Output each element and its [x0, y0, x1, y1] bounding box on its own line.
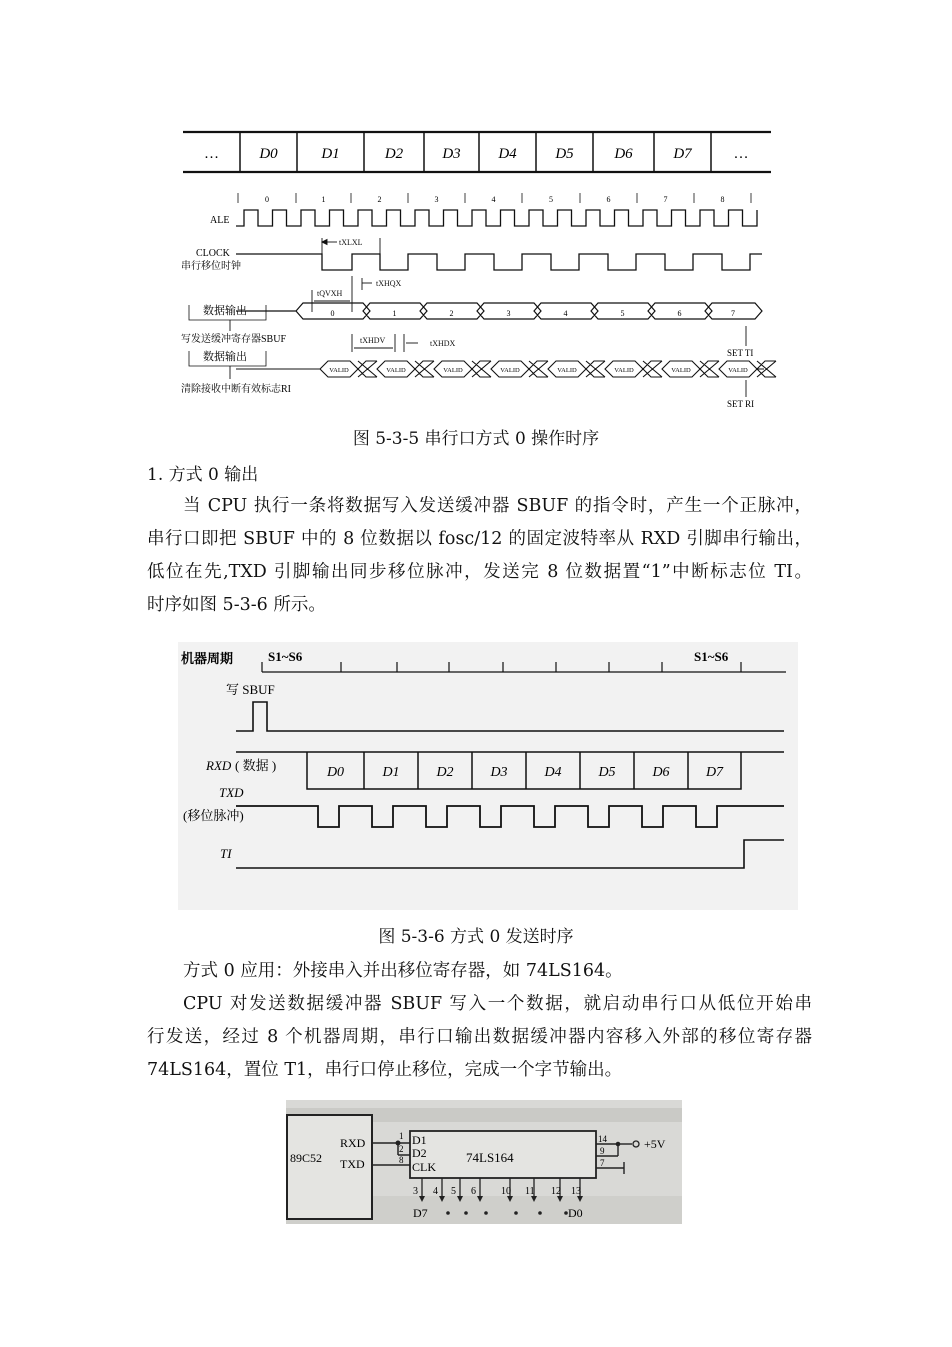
fig3-pin-14: 14	[598, 1134, 607, 1144]
fig1-data-cell: D2	[384, 146, 404, 162]
fig1-data-out-label2: 数据输出	[203, 351, 247, 363]
fig2-rxd-sub: ( 数据 )	[235, 758, 277, 773]
para3-line-2: 行发送，经过 8 个机器周期，串行口输出数据缓冲器内容移入外部的移位寄存器	[147, 1027, 812, 1047]
fig1-tx-bit-label: 7	[731, 309, 735, 318]
fig1-clock-waveform	[236, 254, 762, 270]
fig1-data-cell: D3	[442, 146, 461, 162]
section-heading-mode0: 1. 方式 0 输出	[147, 465, 259, 485]
fig1-clock-sub-label: 串行移位时钟	[181, 261, 241, 272]
fig1-cycle-number: 8	[720, 195, 725, 204]
fig2-rxd-cell: D2	[436, 765, 454, 780]
fig1-data-cell: D7	[673, 146, 692, 162]
fig1-tx-bit-label: 6	[677, 309, 682, 318]
fig1-ale-waveform	[236, 210, 757, 226]
figure-74ls164-circuit	[286, 1100, 682, 1224]
fig3-d7-label: D7	[413, 1206, 428, 1220]
fig1-tqvxh-text: tQVXH	[317, 289, 343, 298]
fig2-caption: 图 5-3-6 方式 0 发送时序	[378, 927, 574, 947]
fig1-tx-bit-label: 2	[449, 309, 454, 318]
fig1-tx-bit-label: 5	[620, 309, 625, 318]
fig2-rxd-cell: D1	[382, 765, 400, 780]
fig1-cycle-number: 1	[321, 195, 326, 204]
fig1-tx-bit-label: 3	[506, 309, 511, 318]
fig1-set-ri: SET RI	[727, 399, 755, 409]
fig1-data-cells	[204, 132, 749, 172]
fig3-output-pin-number: 5	[451, 1186, 456, 1197]
fig1-tx-bit-labels	[331, 309, 736, 318]
fig1-data-cell: D0	[259, 146, 278, 162]
fig3-output-dot	[514, 1211, 518, 1215]
fig1-valid-label: VALID	[443, 367, 463, 374]
fig1-valid-label: VALID	[386, 367, 406, 374]
fig2-rxd-cell: D4	[544, 765, 562, 780]
fig1-tx-data-waveform	[236, 303, 762, 319]
fig3-output-dot	[446, 1211, 450, 1215]
fig1-valid-label: VALID	[614, 367, 634, 374]
fig3-pin-1: 1	[399, 1131, 404, 1141]
fig3-pin-7: 7	[600, 1158, 605, 1168]
fig1-data-out-label: 数据输出	[203, 305, 247, 317]
fig1-data-cell: D1	[321, 146, 340, 162]
fig1-valid-label: VALID	[557, 367, 577, 374]
fig1-cycle-number: 4	[491, 195, 496, 204]
fig1-cycle-numbers	[238, 193, 751, 204]
para3-line-3: 74LS164，置位 T1，串行口停止移位，完成一个字节输出。	[147, 1060, 623, 1080]
fig3-output-pin-number: 12	[551, 1186, 561, 1197]
fig1-txlxl-text: tXLXL	[339, 238, 363, 247]
para1-line-4: 时序如图 5-3-6 所示。	[147, 595, 326, 615]
fig1-tx-bit-label: 0	[330, 309, 335, 318]
fig2-rxd-cell: D7	[705, 765, 724, 780]
fig3-pin-2: 2	[399, 1144, 404, 1154]
para1-line-3: 低位在先,TXD 引脚输出同步移位脉冲，发送完 8 位数据置“1”中断标志位 TI。	[147, 562, 812, 582]
fig3-output-dot	[484, 1211, 488, 1215]
fig2-rxd-label: RXD	[206, 758, 232, 773]
fig3-d2-label: D2	[412, 1146, 427, 1160]
fig2-ti-label: TI	[220, 846, 232, 861]
fig1-cycle-number: 3	[434, 195, 439, 204]
fig1-timing-tXHDV	[352, 334, 456, 352]
fig3-mcu-label: 89C52	[290, 1151, 323, 1165]
fig1-cycle-number: 5	[549, 195, 553, 204]
section2-paragraphs	[147, 955, 812, 1087]
fig1-ale-label: ALE	[210, 215, 230, 226]
fig2-rxd-cell: D0	[326, 765, 345, 780]
fig2-rxd-cell: D3	[490, 765, 508, 780]
fig3-d0-label: D0	[568, 1206, 583, 1220]
fig1-data-cell: D5	[555, 146, 574, 162]
fig3-pin-8: 8	[399, 1155, 404, 1165]
fig1-set-ti: SET TI	[727, 348, 754, 358]
para1-line-2: 串行口即把 SBUF 中的 8 位数据以 fosc/12 的固定波特率从 RXD 引脚串行输出，	[147, 529, 812, 549]
fig3-txd-label: TXD	[340, 1157, 365, 1171]
fig3-rxd-label: RXD	[340, 1136, 366, 1150]
fig3-output-pin-number: 6	[471, 1186, 476, 1197]
fig3-power-junction	[616, 1142, 621, 1147]
fig2-machine-cycle-label: 机器周期	[181, 651, 234, 666]
fig1-clear-ri-label: 清除接收中断有效标志RI	[181, 384, 291, 395]
figure-5-3-6	[0, 640, 952, 915]
fig1-valid-label: VALID	[329, 367, 349, 374]
fig2-txd-label: TXD	[219, 785, 244, 800]
fig1-valid-label: VALID	[728, 367, 748, 374]
fig1-clock-label: CLOCK	[196, 248, 230, 259]
fig1-data-cell: D4	[498, 146, 517, 162]
fig3-output-pin-number: 4	[433, 1186, 438, 1197]
fig1-txhdx-text: tXHDX	[430, 339, 456, 348]
fig1-valid-label: VALID	[500, 367, 520, 374]
fig1-timing-tXLXL	[322, 238, 380, 254]
fig1-cycle-number: 0	[265, 195, 269, 204]
fig3-vcc-label: +5V	[644, 1137, 666, 1151]
fig3-pin-9: 9	[600, 1146, 605, 1156]
fig1-data-cell: …	[733, 146, 749, 162]
fig3-output-pin-number: 13	[571, 1186, 581, 1197]
para1-line-1: 当 CPU 执行一条将数据写入发送缓冲器 SBUF 的指令时，产生一个正脉冲，	[183, 496, 812, 516]
fig2-txd-sub: (移位脉冲)	[183, 808, 244, 823]
fig3-d1-label: D1	[412, 1133, 427, 1147]
fig1-data-cell: …	[204, 146, 219, 162]
fig3-output-pin-number: 3	[413, 1186, 418, 1197]
fig3-output-dot	[538, 1211, 542, 1215]
fig1-cycle-number: 2	[377, 195, 382, 204]
fig2-s1s6-left: S1~S6	[268, 649, 303, 664]
fig1-cycle-number: 7	[663, 195, 668, 204]
section1-paragraph	[147, 490, 812, 622]
fig2-rxd-cell: D5	[598, 765, 616, 780]
fig1-tx-bit-label: 1	[392, 309, 397, 318]
fig3-clk-label: CLK	[412, 1160, 436, 1174]
fig3-chip-label: 74LS164	[466, 1150, 514, 1165]
fig1-valid-label: VALID	[671, 367, 691, 374]
fig1-rx-valid-labels	[329, 367, 748, 374]
fig1-write-sbuf-label: 写发送缓冲寄存器SBUF	[181, 334, 287, 345]
para2-line-1: 方式 0 应用：外接串入并出移位寄存器，如 74LS164。	[183, 961, 623, 981]
fig1-timing-tXHQX	[352, 276, 402, 290]
fig1-cycle-number: 6	[606, 195, 611, 204]
fig3-output-pin-number: 10	[501, 1186, 511, 1197]
fig3-output-pin-number: 11	[525, 1186, 535, 1197]
para3-line-1: CPU 对发送数据缓冲器 SBUF 写入一个数据，就启动串行口从低位开始串	[183, 994, 812, 1014]
fig1-tx-bit-label: 4	[563, 309, 568, 318]
fig2-s1s6-right: S1~S6	[694, 649, 729, 664]
fig1-txhdv-text: tXHDV	[360, 336, 386, 345]
fig2-rxd-cell: D6	[652, 765, 670, 780]
fig2-write-sbuf-label: 写 SBUF	[226, 682, 275, 697]
fig3-output-dot	[464, 1211, 468, 1215]
fig1-data-cell: D6	[614, 146, 633, 162]
figure-5-3-5	[0, 0, 952, 420]
fig1-caption: 图 5-3-5 串行口方式 0 操作时序	[352, 429, 600, 449]
fig1-txhqx-text: tXHQX	[376, 279, 402, 288]
